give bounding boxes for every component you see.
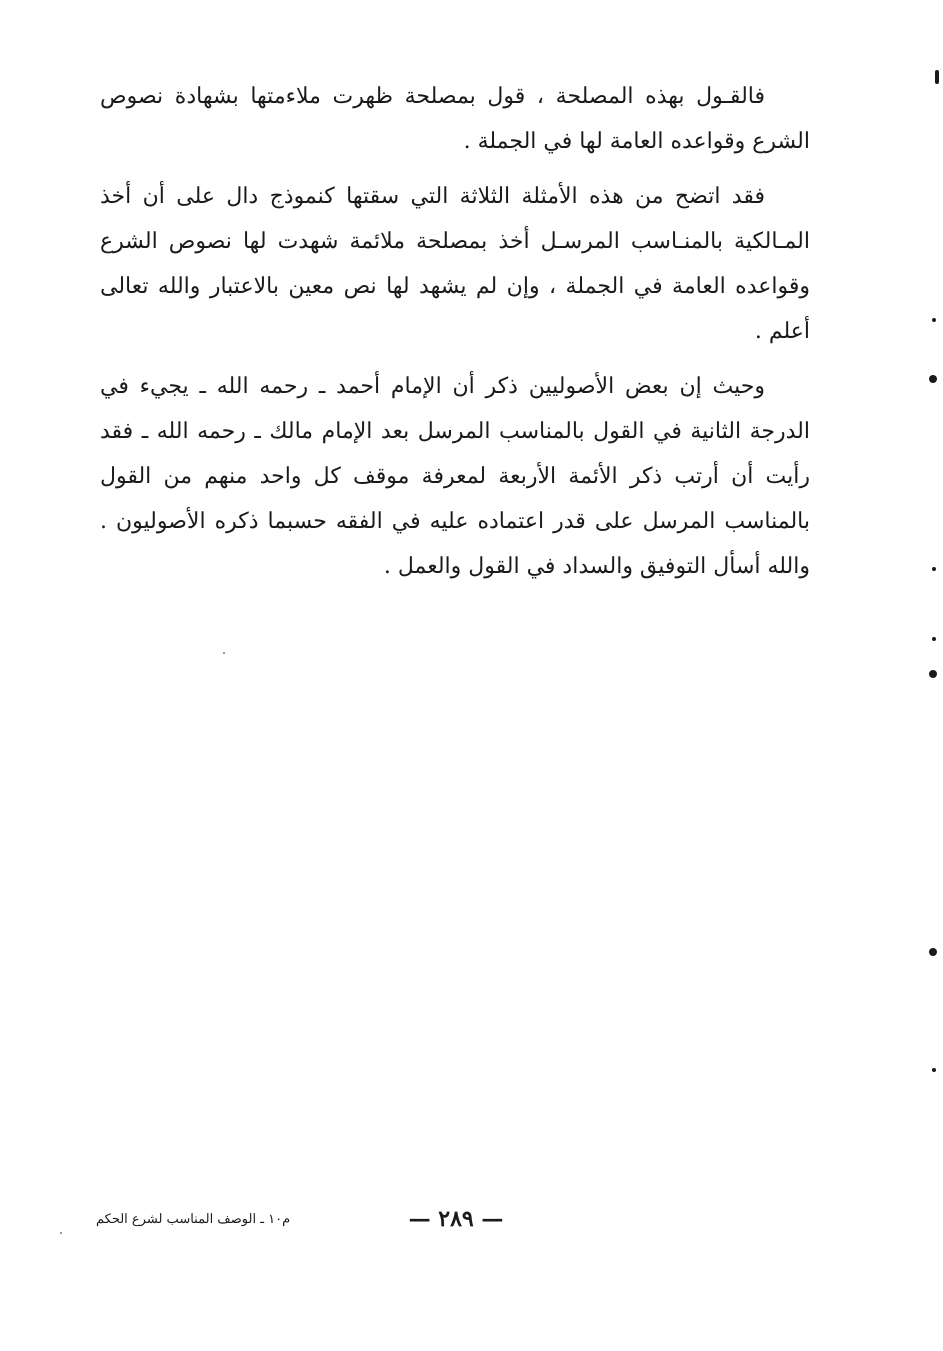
scan-speck	[223, 652, 225, 654]
margin-speck	[932, 1068, 936, 1072]
margin-speck	[935, 70, 939, 84]
margin-speck	[932, 318, 936, 322]
page-number: — ٢٨٩ —	[408, 1206, 504, 1232]
paragraph-2: فقد اتضح من هذه الأمثلة الثلاثة التي سقتها كنموذج دال على أن أخذ المـالكية بالمنـاسب المرسـل أخذ بمصلحة ملائمة شهدت لها نصوص الشرع وقواعده العامة في الجملة ، وإن لم يشهد لها نص معين بالاعتبار والله تعالى أعلم .	[100, 184, 810, 344]
page-footer	[0, 1204, 943, 1244]
margin-speck	[929, 948, 937, 956]
paragraph-3: وحيث إن بعض الأصوليين ذكر أن الإمام أحمد ـ رحمه الله ـ يجيء في الدرجة الثانية في القول بالمناسب المرسل بعد الإمام مالك ـ رحمه الله ـ فقد رأيت أن أرتب ذكر الأئمة الأربعة لمعرفة موقف كل واحد منهم من القول بالمناسب المرسل على قدر اعتماده عليه في الفقه حسبما ذكره الأصوليون . والله أسأل التوفيق والسداد في القول والعمل .	[100, 374, 810, 579]
margin-speck	[932, 637, 936, 641]
footer-note: م١٠ ـ الوصف المناسب لشرع الحكم	[96, 1212, 291, 1227]
margin-speck	[932, 567, 936, 571]
scan-speck	[60, 1232, 62, 1234]
paragraph-1: فالقـول بهذه المصلحة ، قول بمصلحة ظهرت ملاءمتها بشهادة نصوص الشرع وقواعده العامة لها في الجملة .	[100, 84, 810, 154]
body-text	[100, 74, 810, 599]
margin-speck	[929, 375, 937, 383]
margin-speck	[929, 670, 937, 678]
